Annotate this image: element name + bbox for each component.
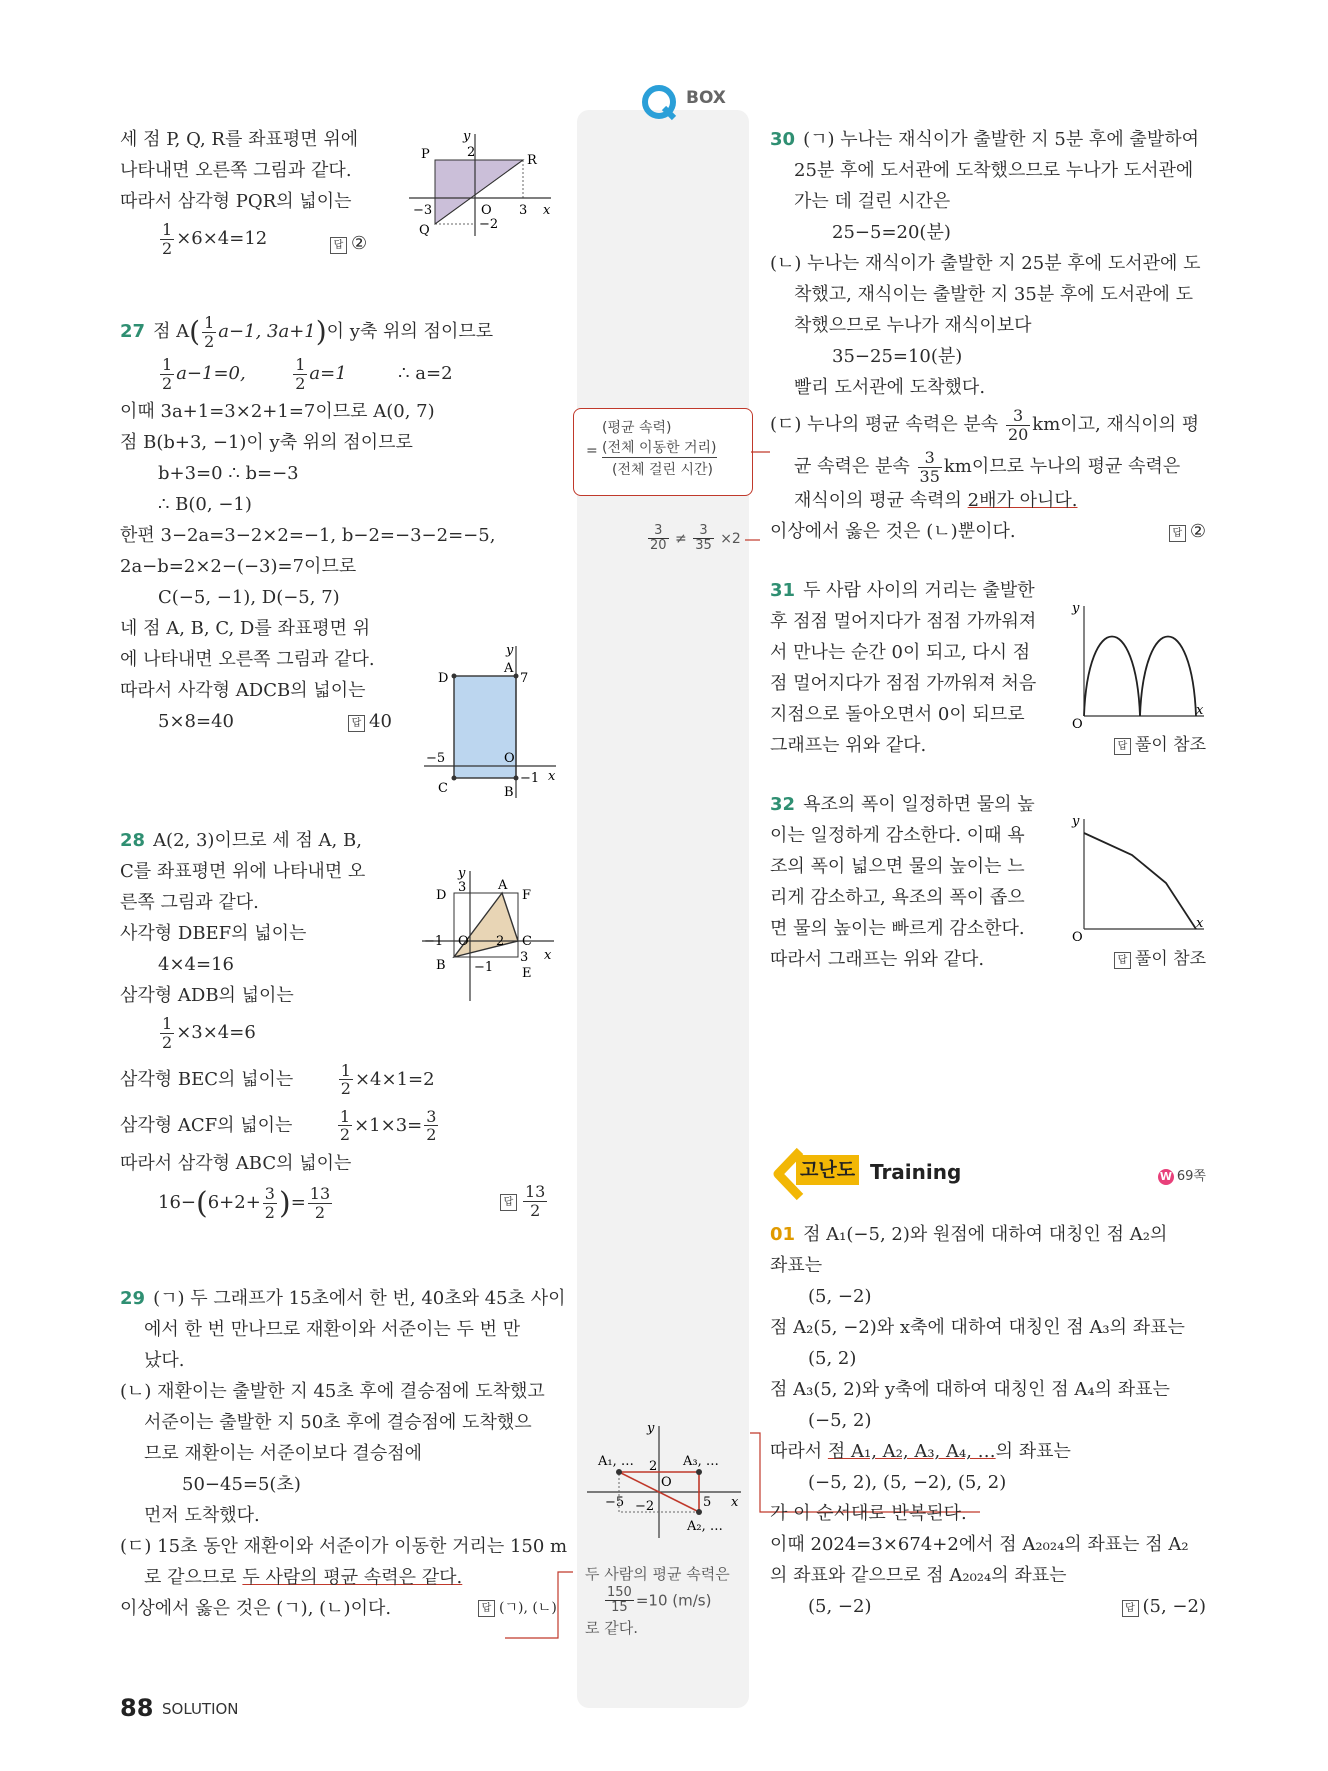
underlined-text: 2배가 아니다. [967,490,1078,512]
text-seg: 점 A₁(−5, 2)와 원점에 대하여 대칭인 점 A₂의 [803,1224,1168,1246]
fig-axis-y: y [1072,814,1080,829]
frac-den: 20 [1007,424,1029,444]
frac-num: 1 [162,1014,173,1034]
text-line: 25분 후에 도서관에 도착했으므로 누나가 도서관에 [794,160,1194,181]
fig-axis-x: x [731,1495,739,1510]
answer-box-icon: 답 [1114,952,1131,969]
fig-origin: O [1072,930,1083,943]
problem-number: 32 [770,794,796,816]
fig-tick: −5 [426,751,446,766]
text-seg: km이므로 누나의 평균 속력은 [943,456,1181,478]
frac-num: 3 [648,524,669,539]
neq-note [646,524,741,554]
problem-number: 01 [770,1224,796,1246]
training-ref-page: 69쪽 [1176,1169,1206,1185]
problem-30-line1 [770,124,1206,155]
fig-tick: 3 [519,203,528,218]
figure-32-graph [1070,813,1210,943]
answer-text: 풀이 참조 [1134,735,1206,756]
calc-line [120,1015,560,1051]
frac-den: 35 [919,466,940,486]
frac-num: 3 [264,1183,275,1203]
fig-label-a: A [498,878,508,893]
fig-tick: 7 [520,671,529,686]
fig-axis-y: y [463,129,471,144]
frac-den: 2 [162,373,173,393]
fig-tick: 2 [467,145,476,160]
text-seg: 점 A [153,321,190,343]
training-title-en: Training [870,1160,962,1185]
text-line: C(−5, −1), D(−5, 7) [158,587,340,609]
fig-tick: 5 [703,1495,712,1510]
fig-label-c: C [522,934,532,949]
frac-den: 2 [162,238,173,258]
frac-num: 1 [339,1106,351,1126]
p29-note-line2: =10 (m/s) [635,1591,712,1610]
answer-text: (ㄱ), (ㄴ) [499,1600,557,1617]
fig-tick: −5 [605,1495,625,1510]
frac-den: 20 [650,538,667,554]
calc-line [120,1062,560,1098]
text-line: 사각형 DBEF의 넓이는 [120,923,307,945]
problem-29-line1 [120,1283,566,1314]
frac-num: 1 [340,1060,351,1080]
text-line: 므로 재환이는 서준이보다 결승점에 [144,1443,422,1465]
text-seg: a=1 [309,363,347,385]
text-line: 지점으로 돌아오면서 0이 되므로 [770,704,1025,726]
text-line: 따라서 삼각형 ABC의 넓이는 [120,1152,352,1174]
underlined-text: 점 A₁, A₂, A₃, A₄, … [827,1441,996,1463]
fig-origin: O [458,934,469,949]
answer-31 [1114,729,1206,761]
frac-den: 15 [611,1600,628,1616]
fig-tick: −1 [520,771,540,786]
speed-note-eq: = [586,443,598,459]
problem-number: 31 [770,580,796,602]
text-seg: (ㄷ) 누나의 평균 속력은 분속 [770,414,999,436]
underlined-text: 두 사람의 평균 속력은 같다. [242,1567,463,1589]
fig-tick: −2 [635,1499,655,1514]
text-line: C를 좌표평면 위에 나타내면 오 [120,861,366,883]
text-line: 삼각형 ADB의 넓이는 [120,985,294,1007]
answer-box-icon: 답 [500,1194,517,1211]
problem-28-line1 [120,825,560,856]
text-seg: a−1=0, [176,363,246,385]
fig-label-b: B [436,958,446,973]
frac-num: 13 [309,1183,331,1203]
text-line [770,407,1206,443]
answer-text: ② [351,233,368,254]
problem-27-line2 [120,356,560,392]
text-line: (5, 2) [808,1348,857,1370]
text-line: 의 좌표와 같으므로 점 A₂₀₂₄의 좌표는 [770,1565,1067,1587]
text-line: 먼저 도착했다. [144,1505,260,1527]
text-line: 따라서 그래프는 위와 같다. [770,949,985,971]
text-line: 가 이 순서대로 반복된다. [770,1503,967,1525]
fig-origin: O [481,203,492,218]
speed-note-num: (전체 이동한 거리) [602,437,717,458]
fig-axis-y: y [458,866,466,881]
answer-28 [500,1183,560,1219]
fig-label-a2: A₂, … [687,1519,723,1534]
p29-note-line1: 두 사람의 평균 속력은 [585,1565,730,1583]
calc-text: ×6×4=12 [176,228,268,250]
fig-axis-x: x [544,948,552,963]
text-line: b+3=0 ∴ b=−3 [158,463,299,485]
answer-text: ② [1189,521,1206,543]
p29-speed-note [585,1562,730,1640]
frac-num: 3 [918,449,942,468]
fig-origin: O [504,751,515,766]
problem-number: 30 [770,129,796,150]
text-line: 리게 감소하고, 욕조의 폭이 좁으 [770,887,1025,909]
text-line: 이는 일정하게 감소한다. 이때 욕 [770,825,1025,847]
text-line: 가는 데 걸린 시간은 [794,191,951,212]
answer-30 [1169,516,1206,547]
text-line: (5, −2) [808,1596,872,1618]
text-seg: 의 좌표는 [995,1441,1071,1463]
frac-num: 3 [426,1106,437,1126]
text-line: 점 B(b+3, −1)이 y축 위의 점이므로 [120,432,413,454]
fig-label-e: E [522,966,532,981]
p01-coordinate-figure [583,1420,743,1540]
training-header [770,1147,1206,1201]
text-line: 좌표는 [770,1255,823,1277]
box-label: BOX [686,88,726,108]
text-line: 서준이는 출발한 지 50초 후에 결승점에 도착했으 [144,1412,532,1434]
text-line: ∴ B(0, −1) [158,494,252,516]
frac-num: 150 [607,1585,632,1600]
text-line: 50−45=5(초) [182,1474,301,1496]
text-seg: (ㄱ) 누나는 재식이가 출발한 지 5분 후에 출발하여 [803,129,1199,150]
text-seg: km이고, 재식이의 평 [1032,414,1200,436]
text-seg: 균 속력은 분속 [794,456,910,478]
text-seg: 로 같으므로 [144,1567,243,1589]
neq-symbol: ≠ [675,530,687,547]
fig-label-a: A [504,661,514,676]
fig-tick: 3 [520,950,529,965]
text-seg: 재식이의 평균 속력의 [794,490,968,512]
frac-den: 2 [264,1202,275,1222]
text-line [770,485,1206,516]
text-line: 착했으므로 누나가 재식이보다 [794,315,1032,336]
fig-label-q: Q [419,223,430,238]
fig-tick: 3 [458,880,467,895]
text-seg: 삼각형 ACF의 넓이는 [120,1114,293,1136]
text-line: 4×4=16 [158,954,234,976]
p29-note-line3: 로 같다. [585,1618,639,1637]
text-line: 른쪽 그림과 같다. [120,892,259,914]
text-line: 점 A₂(5, −2)와 x축에 대하여 대칭인 점 A₃의 좌표는 [770,1317,1185,1339]
text-line: 났다. [144,1350,185,1372]
text-seg: 삼각형 BEC의 넓이는 [120,1068,294,1090]
text-line: (−5, 2), (5, −2), (5, 2) [808,1472,1007,1494]
text-line: 에서 한 번 만나므로 재환이와 서준이는 두 번 만 [144,1319,521,1341]
problem-number: 29 [120,1288,146,1310]
fig-label-p: P [421,147,430,162]
frac-den: 2 [314,1202,326,1222]
frac-den: 2 [204,331,215,351]
frac-den: 2 [340,1079,351,1099]
text-line: 25−5=20(분) [832,222,951,243]
fig-label-d: D [438,671,449,686]
text-line: 빨리 도서관에 도착했다. [794,377,986,398]
text-line: 나타내면 오른쪽 그림과 같다. [120,160,352,181]
fig-tick: 2 [496,934,505,949]
text-line: 점 A₃(5, 2)와 y축에 대하여 대칭인 점 A₄의 좌표는 [770,1379,1170,1401]
answer-29 [478,1591,560,1624]
answer-box-icon: 답 [1169,525,1186,542]
frac-num: 1 [295,355,306,375]
speed-note-top: (평균 속력) [602,420,672,436]
frac-den: 2 [530,1200,541,1220]
fig-tick: −2 [479,217,499,232]
text-line: 따라서 삼각형 PQR의 넓이는 [120,191,352,212]
text-seg: 따라서 [770,1441,828,1463]
text-line: 조의 폭이 넓으면 물의 높이는 느 [770,856,1025,878]
text-line: 네 점 A, B, C, D를 좌표평면 위 [120,618,371,640]
frac-den: 2 [295,373,306,393]
calc-text: ×1×3= [354,1114,423,1136]
text-line: 따라서 사각형 ADCB의 넓이는 [120,680,366,702]
problem-01 [770,1219,1206,1622]
speed-formula-note [573,408,753,496]
text-line: 이때 3a+1=3×2+1=7이므로 A(0, 7) [120,401,435,423]
text-seg: 이 y축 위의 점이므로 [326,321,494,343]
text-seg: ∴ a=2 [398,363,453,385]
text-seg: 두 사람 사이의 거리는 출발한 [803,580,1035,602]
fig-axis-y: y [506,643,514,658]
page-number: 88 [120,1694,154,1722]
answer-box-icon: 답 [478,1600,495,1617]
calc-line [120,1108,560,1144]
text-seg: a−1, 3a+1 [218,321,316,343]
workbook-icon: W [1159,1170,1172,1184]
text-seg: 16− [158,1192,196,1214]
calc-line: 16−(6+2+ $\frac{3}{2}$ )= $\frac{13}{2}$ [158,1183,331,1222]
fig-axis-x: x [1196,703,1204,718]
text-line [770,449,1206,485]
calc-text: ×3×4=6 [176,1022,256,1044]
fig-origin: O [1072,717,1083,730]
text-line: 에 나타내면 오른쪽 그림과 같다. [120,649,375,671]
speed-note-den: (전체 걸린 시간) [612,462,713,478]
text-line: 5×8=40 [158,711,234,733]
fig-tick: −1 [474,960,494,975]
figure-27 [420,640,560,800]
fig-tick: −1 [424,934,444,949]
frac-num: 1 [204,313,215,332]
frac-den: 2 [339,1125,351,1145]
calc-text: ×4×1=2 [354,1068,435,1090]
answer-box-icon: 답 [1122,1600,1139,1617]
text-line: 점 멀어지다가 점점 가까워져 처음 [770,673,1037,695]
frac-num: 3 [693,524,714,539]
fig-axis-x: x [548,769,556,784]
text-line: 세 점 P, Q, R를 좌표평면 위에 [120,129,359,150]
frac-den: 2 [162,1032,173,1052]
frac-num: 3 [1006,407,1030,426]
frac-num: 1 [162,220,173,239]
answer-text: (5, −2) [1142,1596,1206,1618]
text-seg: (ㄱ) 두 그래프가 15초에서 한 번, 40초와 45초 사이 [153,1288,566,1310]
q-logo-icon [640,82,680,122]
fig-label-d: D [436,888,447,903]
fig-tick: −3 [413,203,433,218]
text-line: 35−25=10(분) [832,346,963,367]
answer-text: 풀이 참조 [1134,949,1206,970]
fig-tick: 2 [649,1459,658,1474]
text-line [120,1562,560,1593]
answer-box-icon: 답 [330,237,347,254]
answer-box-icon: 답 [348,715,365,732]
answer-box-icon: 답 [1114,738,1131,755]
fig-label-b: B [504,785,514,800]
fig-label-r: R [527,153,537,168]
text-line: (5, −2) [808,1286,872,1308]
answer-32 [1114,943,1206,975]
frac-den: 2 [426,1125,437,1145]
answer-text: 40 [369,711,392,733]
text-line: 이상에서 옳은 것은 (ㄱ), (ㄴ)이다. [120,1598,392,1620]
fig-origin: O [661,1475,672,1490]
text-line: 착했고, 재식이는 출발한 지 35분 후에 도서관에 도 [794,284,1194,305]
text-seg: 욕조의 폭이 일정하면 물의 높 [803,794,1035,816]
text-seg: A(2, 3)이므로 세 점 A, B, [153,830,362,852]
figure-31-graph [1070,600,1210,730]
frac-den: 35 [695,538,712,554]
text-line: 2a−b=2×2−(−3)=7이므로 [120,556,357,578]
text-seg: = [290,1192,306,1214]
figure-28 [418,865,558,1005]
text-line [770,1436,1206,1467]
fig-axis-y: y [1072,601,1080,616]
text-line: (−5, 2) [808,1410,872,1432]
times-two: ×2 [720,530,741,547]
fig-axis-x: x [543,203,551,218]
fig-axis-x: x [1196,916,1204,931]
text-line: 그래프는 위와 같다. [770,735,927,757]
page-section: SOLUTION [162,1700,239,1718]
problem-number: 27 [120,321,146,343]
problem-30 [770,124,1206,547]
training-title-ko: 고난도 [796,1155,859,1185]
problem-number: 28 [120,830,146,852]
problem-27-line1: 27 점 A( $\frac{1}{2}$ a−1, 3a+1)이 y축 위의 점이므로 [120,313,494,351]
text-line: (ㄴ) 누나는 재식이가 출발한 지 25분 후에 도서관에 도 [770,253,1201,274]
fig-axis-y: y [647,1421,655,1436]
problem-01-line1 [770,1219,1206,1250]
fig-label-c: C [438,781,448,796]
text-line: 한편 3−2a=3−2×2=−1, b−2=−3−2=−5, [120,525,496,547]
text-line: (ㄴ) 재환이는 출발한 지 45초 후에 결승점에 도착했고 [120,1381,545,1403]
text-seg: 6+2+ [207,1192,261,1214]
fig-label-a3: A₃, … [683,1454,719,1469]
answer-01 [1122,1591,1206,1622]
fig-label-a1: A₁, … [598,1454,634,1469]
text-line: 면 물의 높이는 빠르게 감소한다. [770,918,1025,940]
text-line: 이때 2024=3×674+2에서 점 A₂₀₂₄의 좌표는 점 A₂ [770,1534,1189,1556]
training-ref[interactable] [1158,1161,1206,1192]
frac-num: 13 [525,1181,546,1201]
frac-num: 1 [162,355,173,375]
problem-29 [120,1283,568,1624]
text-line: 서 만나는 순간 0이 되고, 다시 점 [770,642,1031,664]
text-line: 이상에서 옳은 것은 (ㄴ)뿐이다. [770,521,1016,543]
figure-26 [405,128,555,238]
text-line: 후 점점 멀어지다가 점점 가까워져 [770,611,1037,633]
text-line: (ㄷ) 15초 동안 재환이와 서준이가 이동한 거리는 150 m [120,1536,568,1558]
fig-label-f: F [522,888,532,903]
